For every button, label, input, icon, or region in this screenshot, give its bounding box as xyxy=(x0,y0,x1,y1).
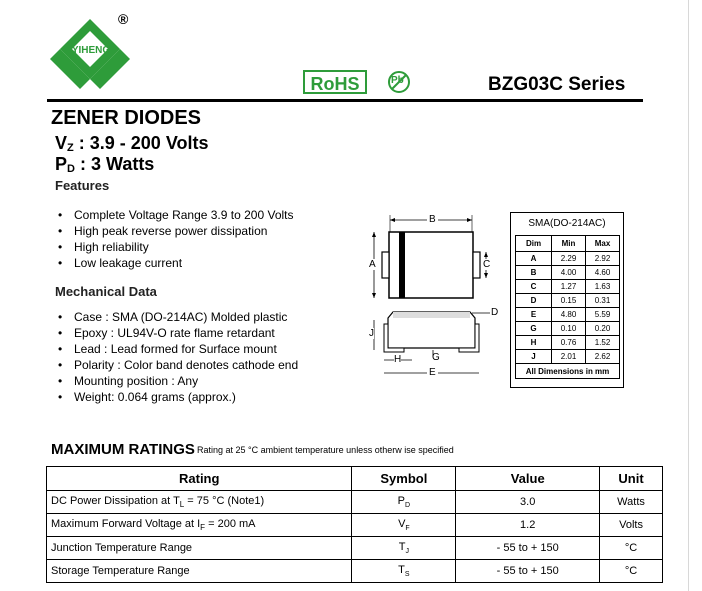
table-row xyxy=(516,322,620,336)
list-item: • Mounting position : Any xyxy=(58,373,298,389)
symbol-cell xyxy=(352,537,456,560)
max-ratings-heading: MAXIMUM RATINGS xyxy=(51,441,195,458)
list-item: • Lead : Lead formed for Surface mount xyxy=(58,341,298,357)
symbol-text: T xyxy=(398,540,406,553)
list-item: • Low leakage current xyxy=(58,255,294,271)
list-item: • Case : SMA (DO-214AC) Molded plastic xyxy=(58,309,298,325)
rating-tail: = 200 mA xyxy=(205,517,256,530)
yiheng-logo xyxy=(50,9,140,99)
dim-cell: 0.76 xyxy=(552,336,586,350)
symbol-sub: S xyxy=(404,571,410,579)
dim-cell: E xyxy=(516,308,552,322)
table-row xyxy=(47,537,663,560)
registered-mark: ® xyxy=(118,11,129,27)
rating-text: Storage Temperature Range xyxy=(51,565,190,577)
rating-cell xyxy=(47,537,352,560)
dim-cell: B xyxy=(516,266,552,280)
dim-label-a: A xyxy=(369,259,376,270)
list-item: • Epoxy : UL94V-O rate flame retardant xyxy=(58,325,298,341)
unit-cell: Volts xyxy=(600,514,663,537)
rating-cell xyxy=(47,514,352,537)
page-title: ZENER DIODES xyxy=(51,107,202,129)
table-row xyxy=(47,560,663,583)
unit-cell: °C xyxy=(600,560,663,583)
symbol-sub: D xyxy=(405,502,411,510)
dim-cell: 2.92 xyxy=(586,252,620,266)
table-row xyxy=(516,336,620,350)
dim-label-j: J xyxy=(369,328,374,339)
dim-label-c: C xyxy=(483,259,491,270)
dim-label-b: B xyxy=(429,214,436,225)
dim-cell: 2.29 xyxy=(552,252,586,266)
col-header: Unit xyxy=(600,467,663,491)
series-title: BZG03C Series xyxy=(488,74,626,95)
col-header: Value xyxy=(456,467,600,491)
table-header-row xyxy=(47,467,663,491)
rating-text: Junction Temperature Range xyxy=(51,542,193,554)
symbol-sub: J xyxy=(405,548,409,556)
dimension-table-box xyxy=(510,212,624,388)
rating-tail: = 75 °C (Note1) xyxy=(184,494,265,507)
pd-text: : 3 Watts xyxy=(79,154,155,174)
dim-cell: 1.52 xyxy=(586,336,620,350)
dim-cell: 4.80 xyxy=(552,308,586,322)
pb-label: Pb xyxy=(391,75,404,86)
unit-cell: °C xyxy=(600,537,663,560)
table-row xyxy=(516,350,620,364)
list-item: • High peak reverse power dissipation xyxy=(58,223,294,239)
dimension-table xyxy=(515,235,620,379)
dim-cell: 4.00 xyxy=(552,266,586,280)
dim-cell: D xyxy=(516,294,552,308)
col-header: Min xyxy=(552,236,586,252)
table-row xyxy=(516,294,620,308)
rating-text: DC Power Dissipation at T xyxy=(51,494,180,507)
unit-cell: Watts xyxy=(600,491,663,514)
symbol-cell xyxy=(352,560,456,583)
list-item: • High reliability xyxy=(58,239,294,255)
rating-text: Maximum Forward Voltage at I xyxy=(51,517,201,530)
dim-cell: 1.27 xyxy=(552,280,586,294)
dimension-table-title: SMA(DO-214AC) xyxy=(528,218,606,229)
rating-cell xyxy=(47,560,352,583)
pd-spec xyxy=(55,154,154,175)
dim-cell: 5.59 xyxy=(586,308,620,322)
table-row xyxy=(516,308,620,322)
symbol-cell xyxy=(352,491,456,514)
dim-cell: C xyxy=(516,280,552,294)
pb-free-icon xyxy=(387,70,411,94)
value-cell: 3.0 xyxy=(456,491,600,514)
vz-symbol: V xyxy=(55,133,68,153)
vz-sub: Z xyxy=(67,142,74,154)
table-row xyxy=(516,266,620,280)
col-header: Symbol xyxy=(352,467,456,491)
rating-sub: F xyxy=(200,523,206,533)
dim-cell: 0.31 xyxy=(586,294,620,308)
max-ratings-note: Rating at 25 °C ambient temperature unless otherw ise specified xyxy=(197,445,454,455)
dim-label-e: E xyxy=(429,367,436,378)
package-diagram xyxy=(360,210,500,385)
symbol-cell xyxy=(352,514,456,537)
symbol-text: V xyxy=(398,517,406,530)
col-header: Dim xyxy=(516,236,552,252)
symbol-text: T xyxy=(398,563,405,576)
table-row xyxy=(516,252,620,266)
dim-cell: J xyxy=(516,350,552,364)
symbol-text: P xyxy=(397,494,406,507)
dim-cell: G xyxy=(516,322,552,336)
page-edge xyxy=(688,0,689,591)
rohs-badge: RoHS xyxy=(303,70,367,94)
pd-sub: D xyxy=(67,163,75,175)
table-row xyxy=(47,514,663,537)
dim-label-h: H xyxy=(394,354,402,365)
vz-spec xyxy=(55,133,208,154)
dim-label-g: G xyxy=(432,352,440,363)
table-row xyxy=(516,280,620,294)
dim-cell: 0.15 xyxy=(552,294,586,308)
rating-sub: L xyxy=(179,500,185,510)
dim-cell: 0.20 xyxy=(586,322,620,336)
value-cell: - 55 to + 150 xyxy=(456,560,600,583)
features-heading: Features xyxy=(55,178,110,193)
col-header: Max xyxy=(586,236,620,252)
value-cell: - 55 to + 150 xyxy=(456,537,600,560)
list-item: • Weight: 0.064 grams (approx.) xyxy=(58,389,298,405)
table-footer-row xyxy=(516,364,620,379)
pd-symbol: P xyxy=(55,154,68,174)
dim-cell: 2.01 xyxy=(552,350,586,364)
mechanical-heading: Mechanical Data xyxy=(55,284,157,299)
max-ratings-table xyxy=(46,466,663,583)
features-list xyxy=(58,207,294,271)
table-row xyxy=(47,491,663,514)
vz-text: : 3.9 - 200 Volts xyxy=(78,133,209,153)
dim-cell: A xyxy=(516,252,552,266)
rating-cell xyxy=(47,491,352,514)
dim-cell: 4.60 xyxy=(586,266,620,280)
dim-cell: 1.63 xyxy=(586,280,620,294)
col-header: Rating xyxy=(47,467,352,491)
list-item: • Complete Voltage Range 3.9 to 200 Volts xyxy=(58,207,294,223)
brand-name: YIHENG xyxy=(71,45,111,56)
dim-cell: 2.62 xyxy=(586,350,620,364)
dim-cell: 0.10 xyxy=(552,322,586,336)
header-divider xyxy=(47,99,643,102)
list-item: • Polarity : Color band denotes cathode end xyxy=(58,357,298,373)
dim-cell: H xyxy=(516,336,552,350)
dim-label-d: D xyxy=(491,307,499,318)
value-cell: 1.2 xyxy=(456,514,600,537)
symbol-sub: F xyxy=(405,525,410,533)
table-header-row xyxy=(516,236,620,252)
dimension-footer: All Dimensions in mm xyxy=(516,364,620,379)
mechanical-list xyxy=(58,309,298,405)
